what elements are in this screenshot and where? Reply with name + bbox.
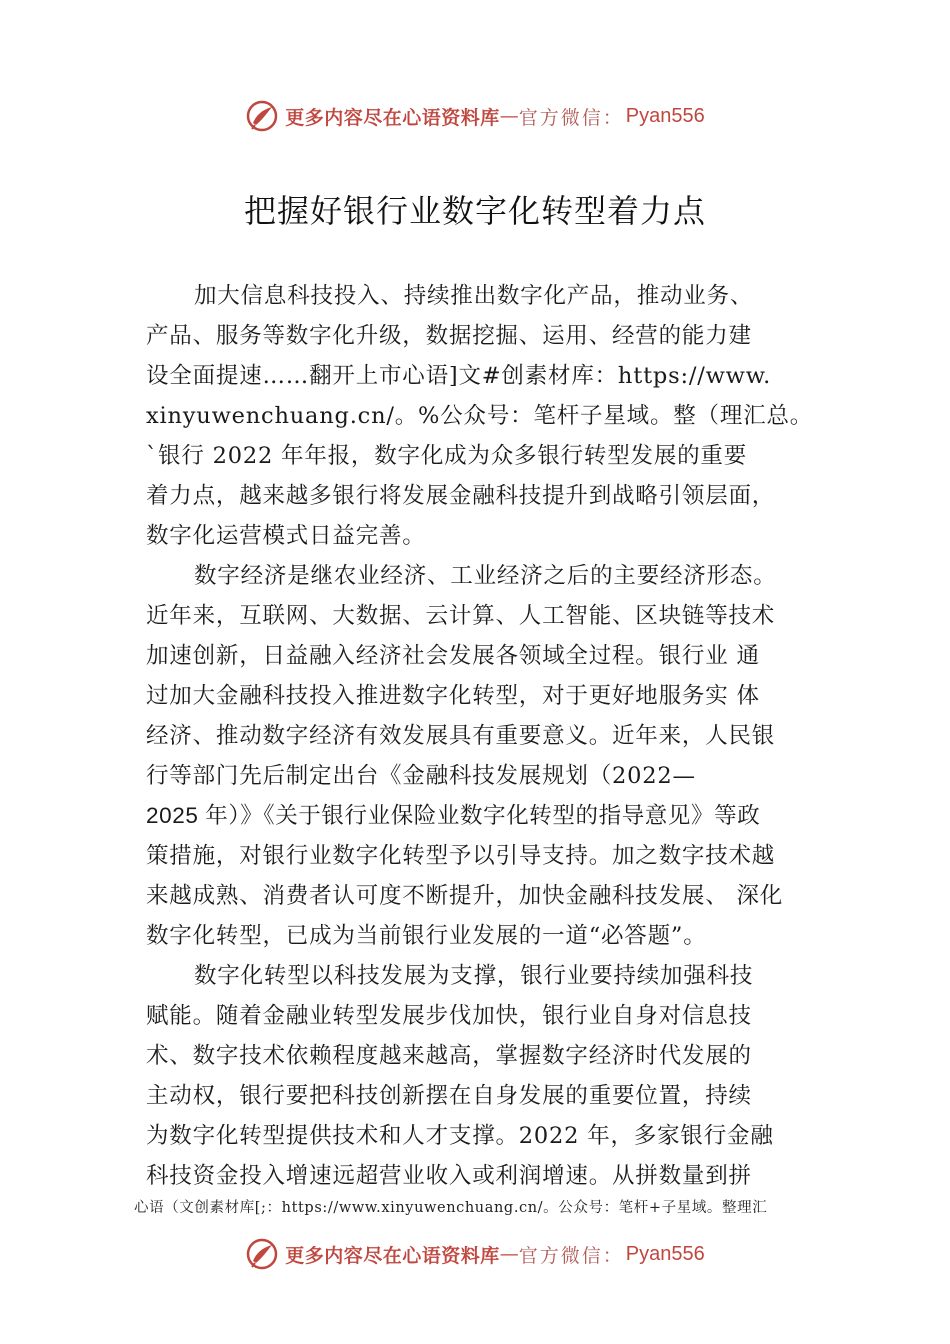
- text-line: 数字经济是继农业经济、工业经济之后的主要经济形态。: [194, 563, 777, 589]
- watermark-handle: Pyan556: [625, 104, 705, 127]
- document-title: 把握好银行业数字化转型着力点: [243, 192, 706, 230]
- watermark-separator: —: [499, 105, 519, 127]
- footer-note: 心语（文创素材库[;：https://www.xinyuwenchuang.cn/。公众号：笔杆+子星域。整理汇: [134, 1200, 768, 1216]
- text-line: 行等部门先后制定出台《金融科技发展规划（2022—: [146, 763, 696, 789]
- text-line: 科技资金投入增速远超营业收入或利润增速。从拼数量到拼: [146, 1163, 752, 1189]
- watermark-label: 官方微信：: [518, 1244, 624, 1267]
- text-line: 加速创新，日益融入经济社会发展各领域全过程。银行业 通: [146, 643, 760, 669]
- watermark-header: [0, 96, 950, 136]
- logo-icon: [245, 99, 279, 133]
- text-line: 为数字化转型提供技术和人才支撑。2022 年，多家银行金融: [146, 1123, 774, 1149]
- text-line: 经济、推动数字经济有效发展具有重要意义。近年来，人民银: [146, 723, 776, 749]
- watermark-label: 官方微信：: [518, 106, 624, 129]
- text-line: 产品、服务等数字化升级，数据挖掘、运用、经营的能力建: [146, 323, 752, 349]
- text-line: 2025 年）》《关于银行业保险业数字化转型的指导意见》等政: [146, 803, 761, 828]
- logo-icon: [245, 1237, 279, 1271]
- text-line: `银行 2022 年年报，数字化成为众多银行转型发展的重要: [146, 443, 748, 469]
- text-line: xinyuwenchuang.cn/。%公众号：笔杆子星域。整（理汇总。: [146, 403, 814, 429]
- document-body: [146, 276, 826, 1196]
- watermark-text: 更多内容尽在心语资料库: [285, 106, 500, 129]
- watermark-separator: —: [499, 1243, 519, 1265]
- text-line: 加大信息科技投入、持续推出数字化产品，推动业务、: [194, 283, 754, 309]
- text-line: 数字化运营模式日益完善。: [146, 523, 426, 549]
- text-line: 着力点，越来越多银行将发展金融科技提升到战略引领层面，: [146, 483, 776, 509]
- text-line: 赋能。随着金融业转型发展步伐加快，银行业自身对信息技: [146, 1003, 752, 1029]
- text-line: 近年来，互联网、大数据、云计算、人工智能、区块链等技术: [146, 603, 776, 629]
- watermark-text: 更多内容尽在心语资料库: [285, 1244, 500, 1267]
- text-line: 过加大金融科技投入推进数字化转型，对于更好地服务实 体: [146, 683, 760, 709]
- text-line: 数字化转型以科技发展为支撑，银行业要持续加强科技: [194, 963, 754, 989]
- text-line: 数字化转型，已成为当前银行业发展的一道“必答题”。: [146, 923, 707, 949]
- text-line: 主动权，银行要把科技创新摆在自身发展的重要位置，持续: [146, 1083, 752, 1109]
- text-line: 来越成熟、消费者认可度不断提升，加快金融科技发展、 深化: [146, 883, 784, 909]
- watermark-footer: [0, 1234, 950, 1274]
- watermark-handle: Pyan556: [625, 1242, 705, 1265]
- text-line: 策措施，对银行业数字化转型予以引导支持。加之数字技术越: [146, 843, 776, 869]
- text-line: 术、数字技术依赖程度越来越高，掌握数字经济时代发展的: [146, 1043, 752, 1069]
- text-line: 设全面提速……翻开上市心语]文#创素材库：https://www.: [146, 363, 772, 389]
